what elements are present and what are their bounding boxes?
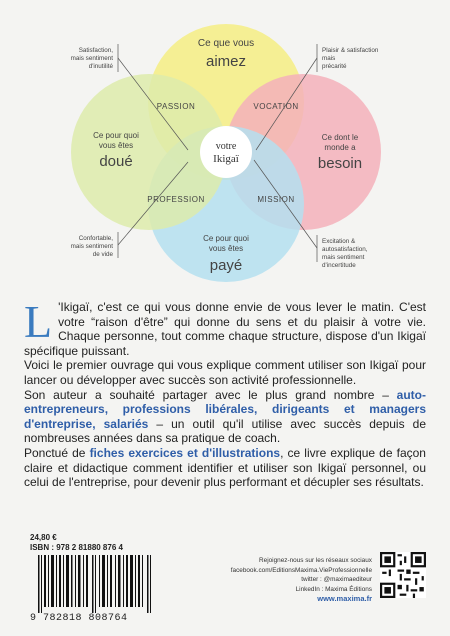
qr-code: [380, 552, 426, 598]
note-bottom-right-2: autosatisfaction,: [322, 246, 368, 253]
paragraph-2: Voici le premier ouvrage qui vous explique comment utiliser son Ikigaï pour lancer ou développer avec succès son activité professionnelle.: [24, 358, 426, 387]
top-line2: aimez: [205, 53, 247, 70]
label-vocation: VOCATION: [253, 102, 299, 111]
social-line-3: twitter : @maximaediteur: [301, 576, 372, 584]
center-line2: Ikigaï: [213, 153, 239, 165]
price: 24,80 €: [30, 533, 57, 542]
paragraph-1: [24, 296, 426, 358]
center-circle: [200, 126, 252, 178]
paragraph-3: [24, 388, 426, 446]
paragraph-4-highlight: fiches exercices et d'illustrations: [89, 445, 281, 460]
paragraph-3-highlight: auto-entrepreneurs, professions libérales, dirigeants et managers d'entreprise, salariés: [24, 387, 426, 431]
left-line2: vous êtes: [98, 141, 134, 150]
bottom-line2: vous êtes: [208, 244, 244, 253]
ikigai-diagram: [0, 0, 450, 300]
barcode-digits: 9 782818 808764: [30, 613, 128, 624]
note-bottom-left-2: mais sentiment: [70, 243, 113, 250]
isbn: ISBN : 978 2 81880 876 4: [30, 543, 123, 552]
note-bottom-right-1: Excitation &: [322, 238, 356, 245]
price-block: [30, 533, 123, 553]
bottom-line3: payé: [209, 257, 243, 274]
social-block: [172, 556, 372, 604]
top-line1: Ce que vous: [197, 38, 255, 49]
left-line3: doué: [99, 153, 133, 170]
paragraph-1-text: 'Ikigaï, c'est ce qui vous donne envie de vous lever le matin. C'est votre “raison d'être” qui donne du sens et du plaisir à votre vie. Chaque personne, tout comme chaque structure, dispose d'un Ikigaï spécifique puissant.: [24, 300, 426, 358]
bottom-line1: Ce pour quoi: [203, 234, 249, 243]
right-line1: Ce dont le: [321, 133, 359, 142]
note-top-right-1: Plaisir & satisfaction: [322, 47, 379, 54]
label-mission: MISSION: [257, 195, 295, 204]
paragraph-3-end: – un outil qu'il utilise avec succès depuis de nombreuses années dans sa pratique de coach.: [24, 416, 426, 446]
right-line3: besoin: [317, 155, 363, 172]
note-top-left-2: mais sentiment: [70, 55, 113, 62]
paragraph-3-start: Son auteur a souhaité partager avec le plus grand nombre –: [24, 387, 397, 402]
social-line-2: facebook.com/EditionsMaxima.VieProfessionnelle: [230, 566, 372, 574]
right-line2: monde a: [324, 143, 356, 152]
back-cover-text: [24, 296, 426, 490]
barcode: [30, 555, 162, 613]
social-line-4: LinkedIn : Maxima Éditions: [295, 585, 372, 593]
note-bottom-left-1: Confortable,: [78, 235, 113, 242]
note-top-left-1: Satisfaction,: [78, 47, 113, 54]
note-bottom-right-3: mais sentiment: [322, 254, 365, 261]
note-bottom-right-4: d'incertitude: [322, 262, 356, 269]
paragraph-4: [24, 446, 426, 490]
center-line1: votre: [215, 141, 237, 152]
drop-cap: L: [24, 296, 53, 347]
note-top-right-2: mais: [322, 55, 336, 62]
paragraph-4-start: Ponctué de: [24, 445, 90, 460]
label-passion: PASSION: [156, 102, 196, 111]
label-profession: PROFESSION: [147, 195, 205, 204]
note-top-right-3: précarité: [322, 63, 347, 70]
note-top-left-3: d'inutilité: [88, 63, 113, 70]
social-line-1: Rejoignez-nous sur les réseaux sociaux: [259, 557, 372, 564]
note-bottom-left-3: de vide: [92, 251, 113, 258]
website: www.maxima.fr: [317, 594, 372, 604]
left-line1: Ce pour quoi: [93, 131, 139, 140]
paragraph-4-end: , ce livre explique de façon claire et didactique comment identifier et utiliser son Ikigaï personnel, ou celui de l'entreprise, pour devenir plus performant et décupler ses résultats.: [24, 445, 426, 490]
